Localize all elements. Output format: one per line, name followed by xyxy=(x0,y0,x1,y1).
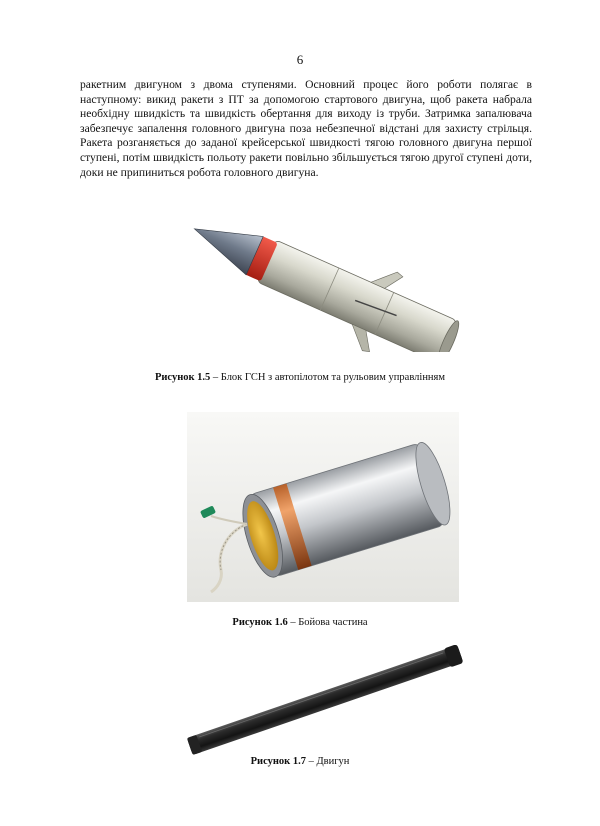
figure-1-7-text: – Двигун xyxy=(305,756,350,767)
page-number: 6 xyxy=(296,52,304,67)
figure-1-6-caption xyxy=(0,617,600,628)
figure-1-6-text: – Бойова частина xyxy=(287,617,368,628)
figure-1-6-label: Рисунок 1.6 xyxy=(232,617,288,628)
figure-1-5-label: Рисунок 1.5 xyxy=(154,372,211,383)
figure-1-7-caption xyxy=(0,756,600,767)
body-paragraph: ракетним двигуном з двома ступенями. Основний процес його роботи полягає в наступному: викид ракети з ПТ за допомогою стартового двигуна, щоб ракета набрала необхідну швидкість та швидкість обертання для виходу із труби. Затримка запалювача забезпечує запалення головного двигуна поза небезпечної відстані для захисту стрільця. Ракета розганяється до заданої крейсерської швидкості тягою головного двигуна першої ступені, потім швидкість польоту ракети повільно збільшується тягою другої ступені доти, доки не припиниться робота головного двигуна. xyxy=(80,78,532,179)
figure-motor-image xyxy=(180,645,470,755)
figure-seeker-block-image xyxy=(180,222,470,352)
figure-1-5-caption xyxy=(0,372,600,383)
figure-1-5-text: – Блок ГСН з автопілотом та рульовим управлінням xyxy=(210,372,446,383)
figure-1-7-label: Рисунок 1.7 xyxy=(250,756,306,767)
figure-warhead-image xyxy=(187,412,459,602)
